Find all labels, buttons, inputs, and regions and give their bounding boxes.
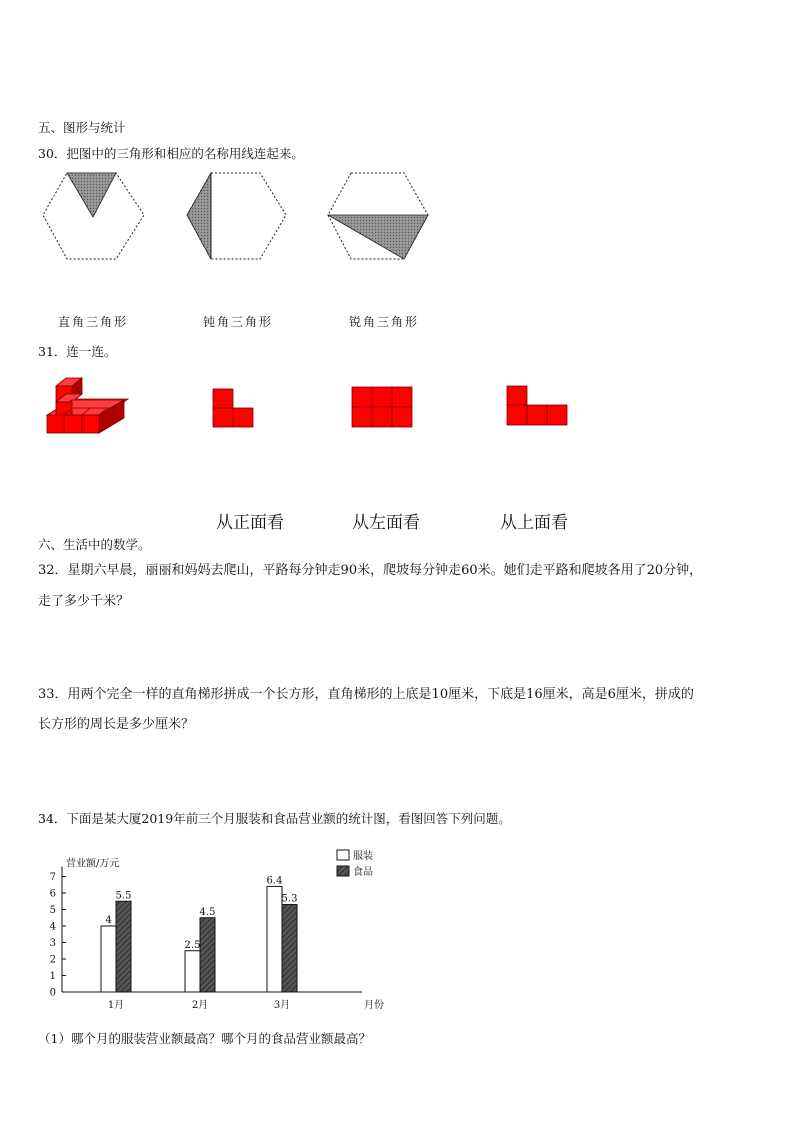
question-33-line2: 长方形的周长是多少厘米？ xyxy=(38,717,195,732)
y-tick-label: 2 xyxy=(49,954,56,966)
y-axis-label: 营业额/万元 xyxy=(66,858,120,870)
legend-label: 食品 xyxy=(353,867,373,878)
x-tick-label: 3月 xyxy=(273,1000,291,1011)
question-32-line1: 32．星期六早晨，丽丽和妈妈去爬山，平路每分钟走90米，爬坡每分钟走60米。她们走平路和爬坡各用了20分钟， xyxy=(38,563,703,578)
data-label: 4.5 xyxy=(199,906,216,918)
y-tick-label: 0 xyxy=(49,987,56,999)
bar-chart xyxy=(40,840,400,1020)
question-33-line1: 33．用两个完全一样的直角梯形拼成一个长方形，直角梯形的上底是10厘米，下底是16厘米，高是6厘米，拼成的 xyxy=(38,687,694,702)
bar-food xyxy=(116,901,131,992)
y-tick-label: 3 xyxy=(49,938,56,949)
y-tick-label: 5 xyxy=(49,905,56,916)
caption-right-triangle: 直角三角形 xyxy=(58,315,129,329)
hexagon-figures xyxy=(38,168,438,268)
data-label: 6.4 xyxy=(266,875,283,887)
view-figure-2 xyxy=(352,387,412,427)
label-top-view: 从上面看 xyxy=(500,513,568,533)
view-figure-3 xyxy=(507,386,567,425)
hexagon-right-triangle xyxy=(43,173,144,259)
hexagon-acute-triangle xyxy=(328,173,428,259)
section-five-heading: 五、图形与统计 xyxy=(38,120,126,135)
bar-food xyxy=(200,918,215,992)
bar-clothing xyxy=(101,926,116,992)
x-axis-label: 月份 xyxy=(364,1000,384,1011)
y-tick-label: 7 xyxy=(49,872,56,883)
view-figure-1 xyxy=(213,389,253,427)
bar-clothing xyxy=(267,886,282,992)
cube-stack-3d xyxy=(47,378,128,433)
bar-clothing xyxy=(185,951,200,992)
y-tick-label: 6 xyxy=(49,888,56,900)
hexagon-obtuse-triangle xyxy=(187,173,286,259)
data-label: 5.5 xyxy=(115,890,132,902)
x-tick-label: 2月 xyxy=(191,1000,209,1011)
legend-label: 服装 xyxy=(353,851,373,862)
y-tick-label: 4 xyxy=(49,921,56,933)
data-label: 2.5 xyxy=(184,939,201,951)
y-tick-label: 1 xyxy=(49,971,56,982)
legend-swatch xyxy=(337,866,349,876)
question-31-text: 31．连一连。 xyxy=(38,344,117,359)
bar-food xyxy=(282,905,297,992)
section-six-heading: 六、生活中的数学。 xyxy=(38,537,151,552)
data-label: 5.3 xyxy=(281,893,298,905)
caption-acute-triangle: 锐角三角形 xyxy=(349,315,420,329)
x-tick-label: 1月 xyxy=(107,1000,125,1011)
legend-swatch xyxy=(337,850,349,860)
cube-figures xyxy=(44,375,584,437)
question-34-text: 34．下面是某大厦2019年前三个月服装和食品营业额的统计图，看图回答下列问题。 xyxy=(38,811,511,826)
question-30-text: 30．把图中的三角形和相应的名称用线连起来。 xyxy=(38,146,304,161)
label-front-view: 从正面看 xyxy=(216,513,284,533)
data-label: 4 xyxy=(105,915,112,926)
label-left-view: 从左面看 xyxy=(352,513,420,533)
question-32-line2: 走了多少千米？ xyxy=(38,594,130,609)
question-34-sub1: （1）哪个月的服装营业额最高？哪个月的食品营业额最高？ xyxy=(38,1031,371,1046)
caption-obtuse-triangle: 钝角三角形 xyxy=(203,315,274,329)
